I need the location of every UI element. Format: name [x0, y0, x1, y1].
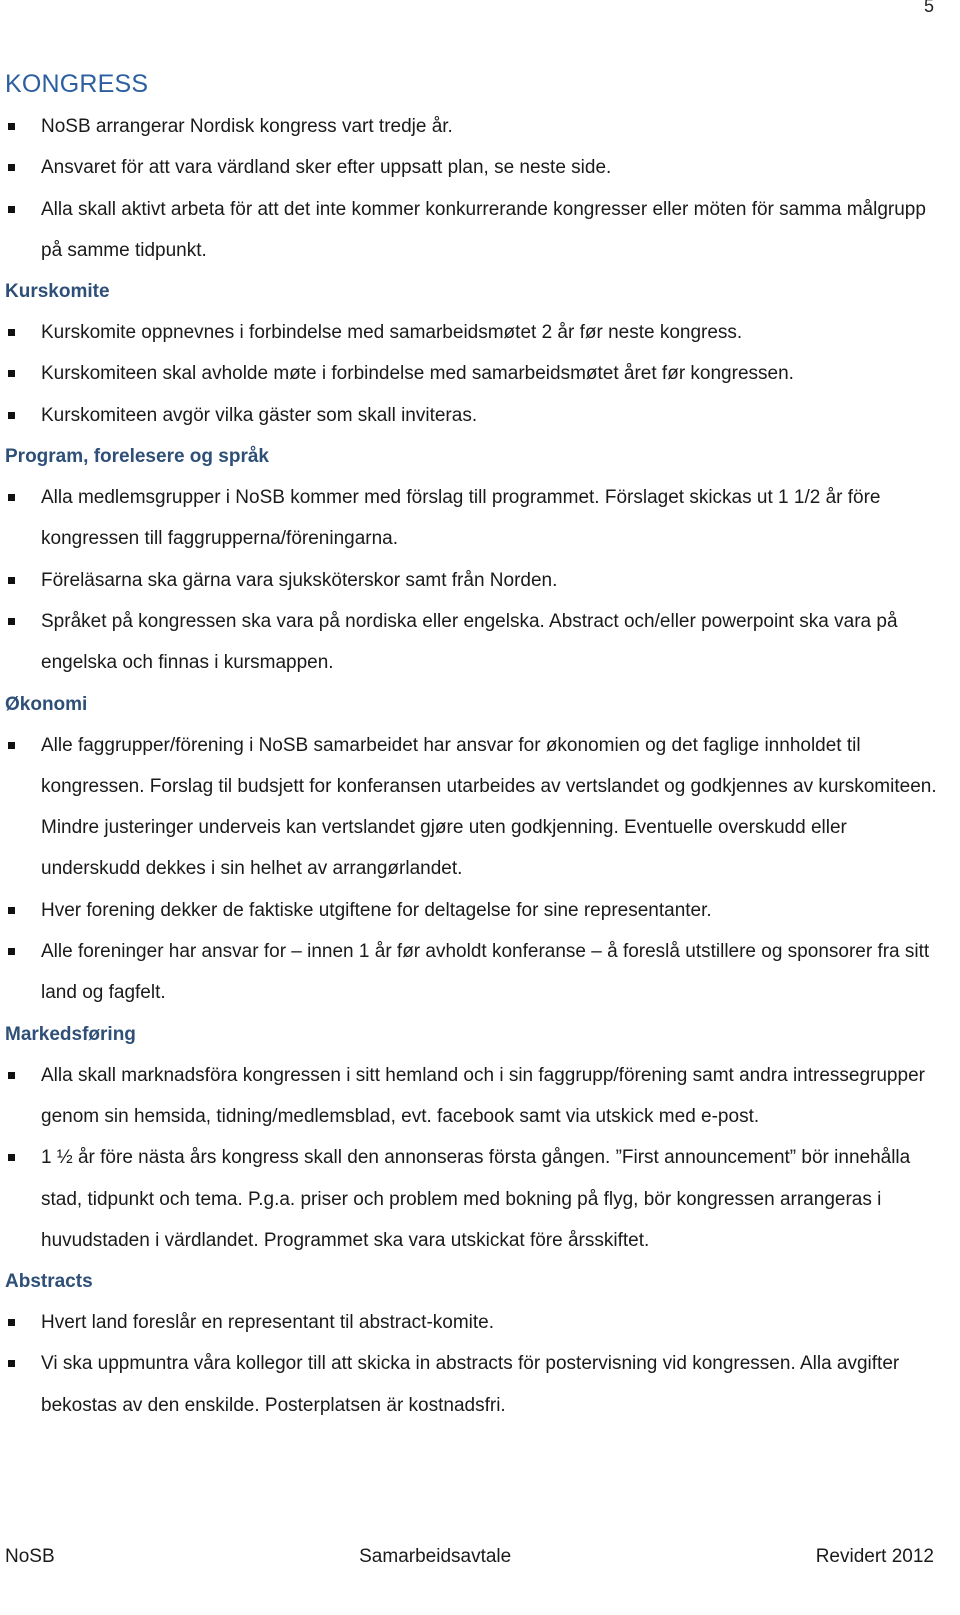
markedsforing-list [5, 1055, 940, 1261]
list-item: Ansvaret för att vara värdland sker efter uppsatt plan, se neste side. [5, 147, 940, 188]
list-item: Föreläsarna ska gärna vara sjuksköterskor samt från Norden. [5, 560, 940, 601]
list-item: Kurskomiteen skal avholde møte i forbindelse med samarbeidsmøtet året før kongressen. [5, 353, 940, 394]
list-item: 1 ½ år före nästa års kongress skall den annonseras första gången. ”First announcement” bör innehålla stad, tidpunkt och tema. P.g.a. priser och problem med bokning på flyg, bör kongressen arrangeras i huvudstaden i värdlandet. Programmet ska vara utskickat före årsskiftet. [5, 1137, 940, 1261]
section-title-kurskomite: Kurskomite [5, 281, 110, 303]
page-number: 5 [923, 0, 934, 16]
section-title-markedsforing: Markedsføring [5, 1023, 136, 1045]
list-item: Alla skall aktivt arbeta för att det inte kommer konkurrerande kongresser eller möten för samma målgrupp på samme tidpunkt. [5, 189, 940, 272]
kurskomite-list [5, 312, 940, 436]
footer-left: NoSB [5, 1546, 55, 1567]
page-title: KONGRESS [5, 70, 149, 98]
footer-right: Revidert 2012 [815, 1546, 934, 1567]
footer-center: Samarbeidsavtale [359, 1546, 512, 1567]
list-item: Hvert land foreslår en representant til abstract-komite. [5, 1302, 940, 1343]
intro-list [5, 106, 940, 271]
section-title-okonomi: Økonomi [5, 693, 88, 715]
section-title-abstracts: Abstracts [5, 1271, 93, 1293]
document-body [5, 62, 940, 1426]
list-item: Alla medlemsgrupper i NoSB kommer med förslag till programmet. Förslaget skickas ut 1 1/2 år före kongressen till faggrupperna/föreningarna. [5, 477, 940, 560]
list-item: Alla skall marknadsföra kongressen i sitt hemland och i sin faggrupp/förening samt andra intressegrupper genom sin hemsida, tidning/medlemsblad, evt. facebook samt via utskick med e-post. [5, 1055, 940, 1138]
list-item: NoSB arrangerar Nordisk kongress vart tredje år. [5, 106, 940, 147]
list-item: Kurskomite oppnevnes i forbindelse med samarbeidsmøtet 2 år før neste kongress. [5, 312, 940, 353]
list-item: Alle foreninger har ansvar for – innen 1 år før avholdt konferanse – å foreslå utstillere og sponsorer fra sitt land og fagfelt. [5, 931, 940, 1014]
list-item: Vi ska uppmuntra våra kollegor till att skicka in abstracts för postervisning vid kongressen. Alla avgifter bekostas av den enskilde. Posterplatsen är kostnadsfri. [5, 1343, 940, 1426]
okonomi-list [5, 725, 940, 1014]
section-title-program: Program, forelesere og språk [5, 446, 269, 468]
program-list [5, 477, 940, 683]
list-item: Alle faggrupper/förening i NoSB samarbeidet har ansvar for økonomien og det faglige innholdet til kongressen. Forslag til budsjett for konferansen utarbeides av vertslandet og godkjennes av kurskomiteen. Mindre justeringer underveis kan vertslandet gjøre uten godkjenning. Eventuelle overskudd eller underskudd dekkes i sin helhet av arrangørlandet. [5, 725, 940, 890]
list-item: Språket på kongressen ska vara på nordiska eller engelska. Abstract och/eller powerpoint ska vara på engelska och finnas i kursmappen. [5, 601, 940, 684]
list-item: Hver forening dekker de faktiske utgiftene for deltagelse for sine representanter. [5, 890, 940, 931]
abstracts-list [5, 1302, 940, 1426]
page-footer [5, 1546, 934, 1568]
list-item: Kurskomiteen avgör vilka gäster som skall inviteras. [5, 395, 940, 436]
